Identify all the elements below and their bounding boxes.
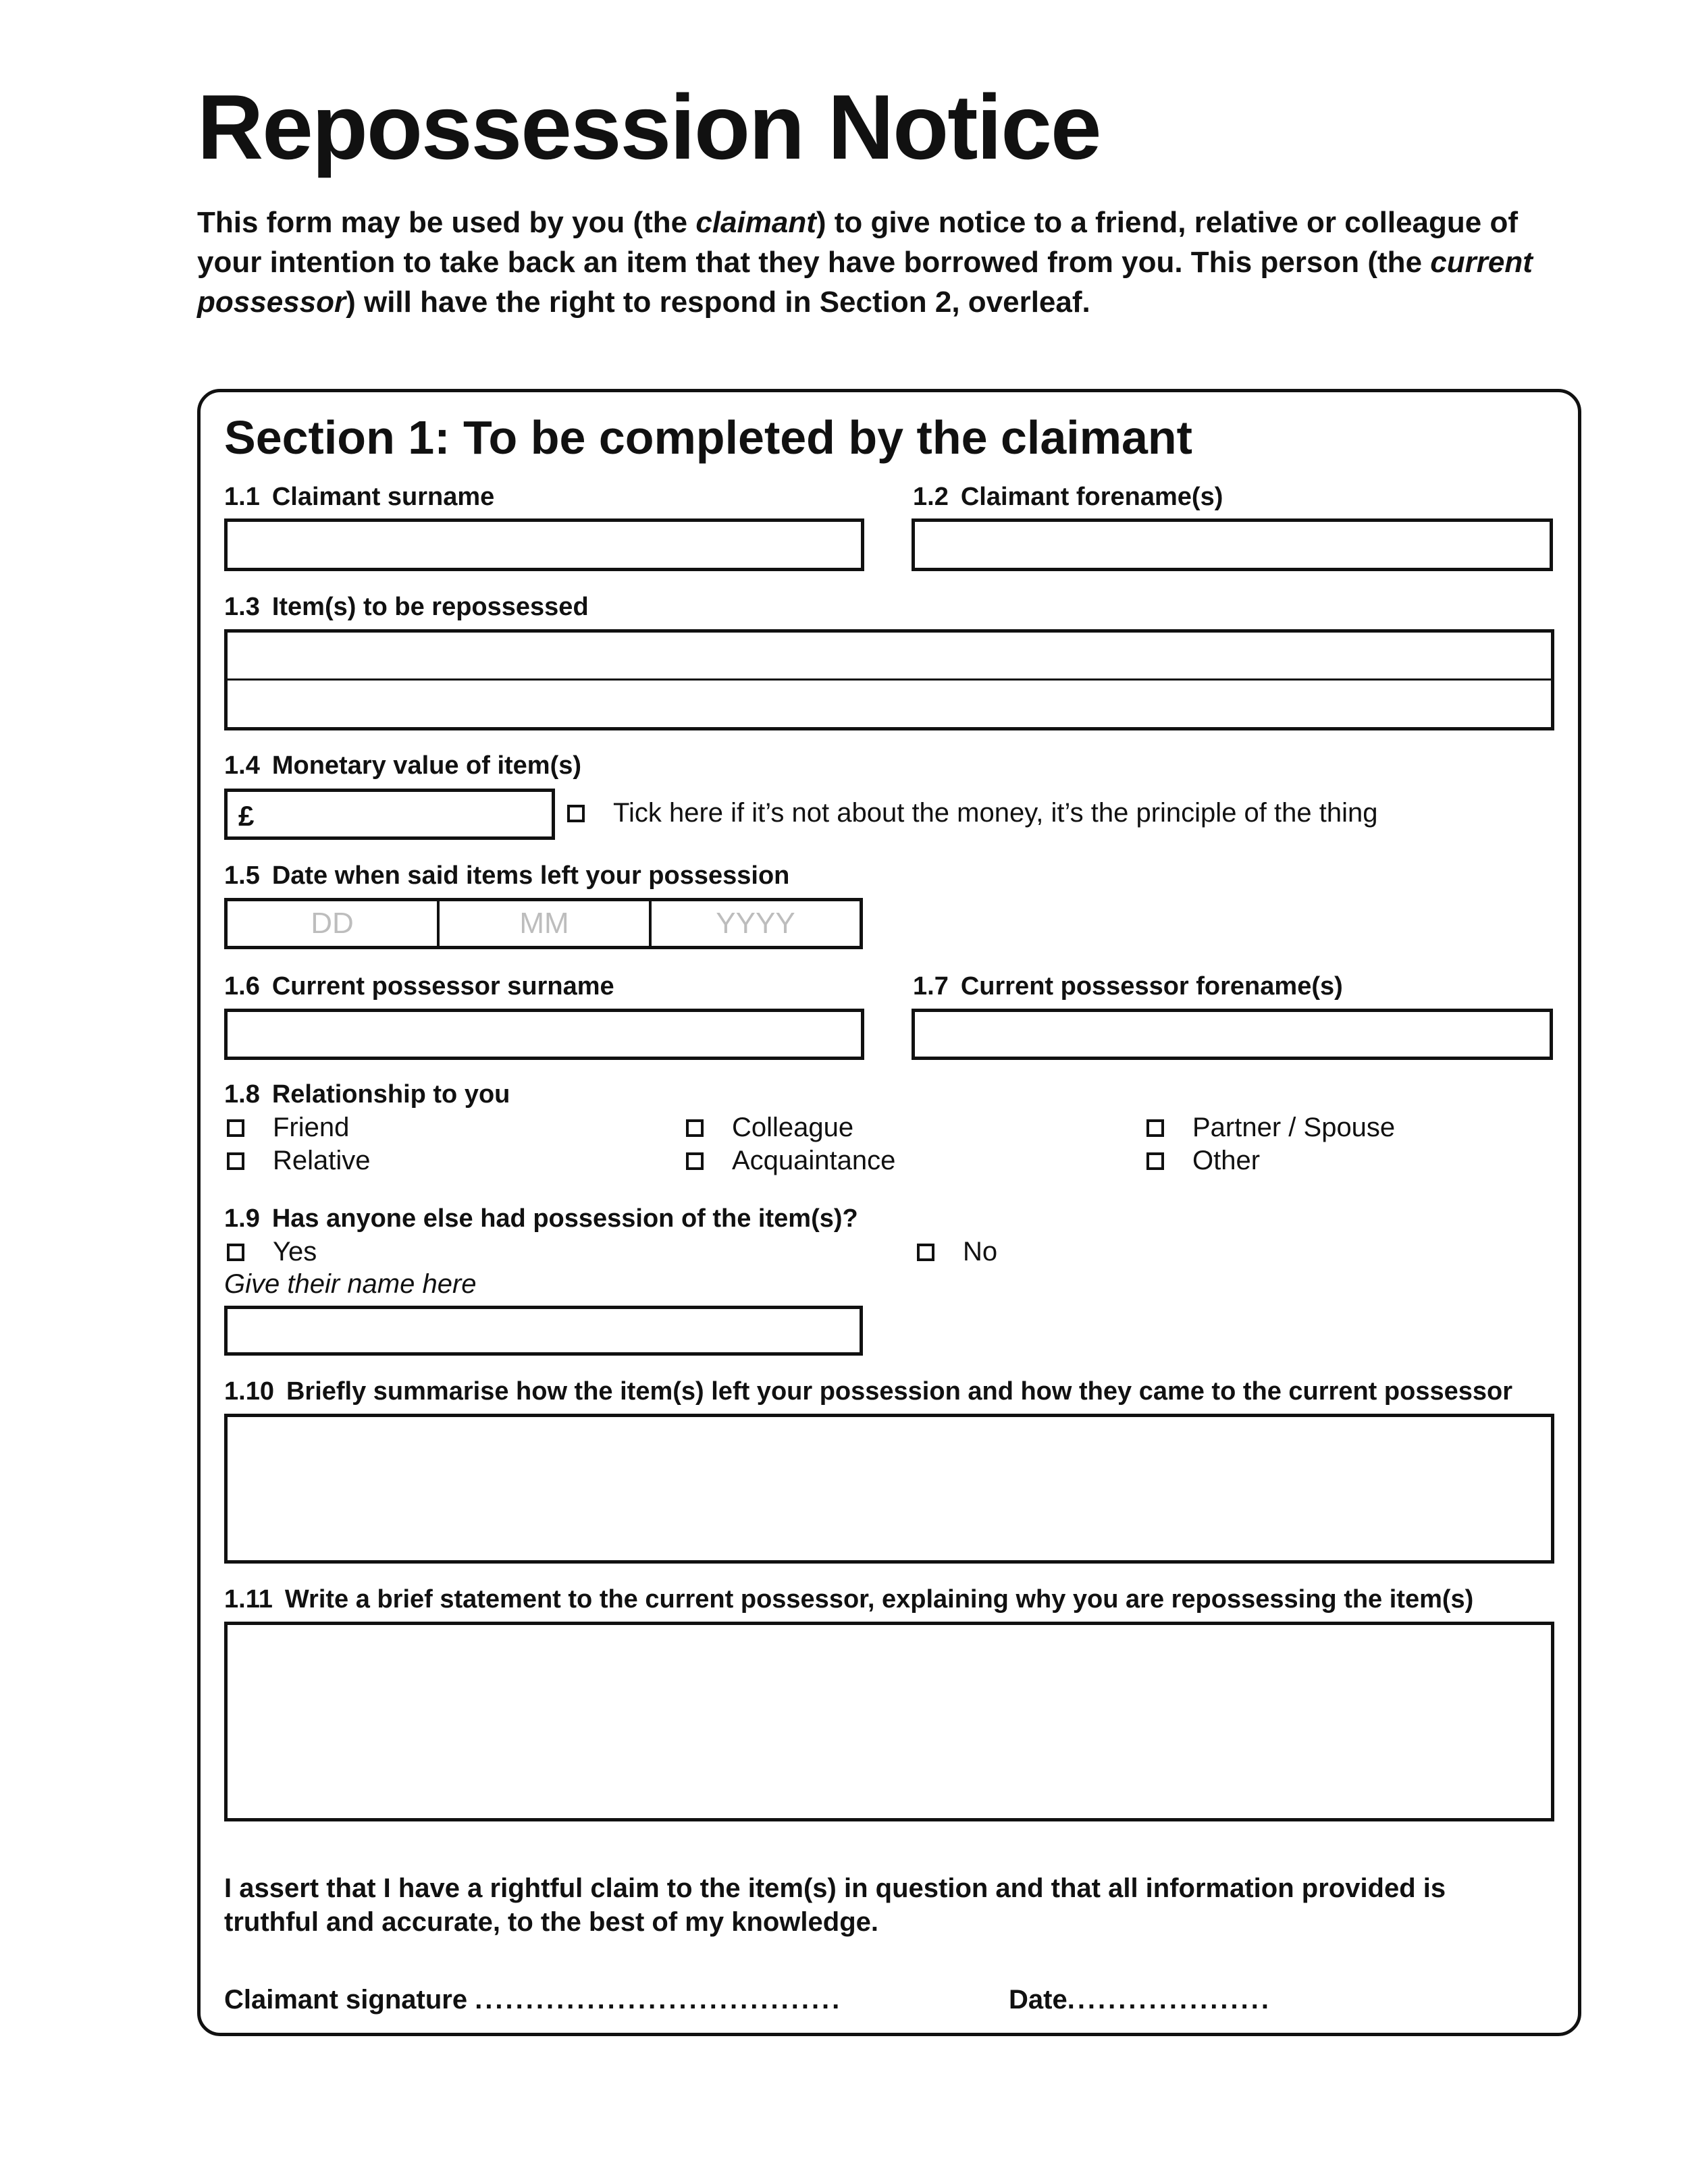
date-day-input[interactable]: DD [228, 901, 440, 946]
signature-dots: .................................... [475, 1985, 843, 2015]
label-items: 1.3 Item(s) to be repossessed [224, 593, 589, 621]
other-possessor-name-field[interactable] [224, 1306, 863, 1356]
other-possession-yes-checkbox[interactable] [227, 1244, 244, 1261]
label-possessor-forenames: 1.7 Current possessor forename(s) [913, 972, 1343, 1001]
label-other-possession: 1.9 Has anyone else had possession of the item(s)? [224, 1204, 858, 1233]
relationship-partner-label: Partner / Spouse [1192, 1113, 1396, 1142]
section-1-title: Section 1: To be completed by the claimant [224, 411, 1192, 464]
page-title: Repossession Notice [197, 76, 1101, 178]
other-possession-no-checkbox[interactable] [917, 1244, 934, 1261]
possessor-forenames-field[interactable] [912, 1009, 1553, 1060]
items-field-divider [228, 678, 1551, 681]
principle-label: Tick here if it’s not about the money, it’s the principle of the thing [613, 798, 1378, 828]
summary-field[interactable] [224, 1414, 1554, 1564]
label-claimant-surname: 1.1 Claimant surname [224, 483, 495, 511]
date-left-field [224, 898, 863, 949]
other-possession-yes-label: Yes [273, 1237, 317, 1267]
relationship-acquaintance-label: Acquaintance [732, 1146, 896, 1175]
claimant-forenames-field[interactable] [912, 518, 1553, 571]
relationship-other-label: Other [1192, 1146, 1261, 1175]
intro-text: This form may be used by you (the claimant) to give notice to a friend, relative or colleague of your intention to take back an item that they have borrowed from you. This person (the current possessor) will have the right to respond in Section 2, overleaf. [197, 206, 1533, 319]
assertion-text: I assert that I have a rightful claim to the item(s) in question and that all information provided is truthful and accurate, to the best of my knowledge. [224, 1873, 1446, 1937]
date-year-input[interactable]: YYYY [716, 907, 795, 940]
principle-checkbox[interactable] [567, 805, 585, 822]
label-possessor-surname: 1.6 Current possessor surname [224, 972, 614, 1001]
signature-label: Claimant signature [224, 1985, 468, 2015]
other-possession-no-label: No [963, 1237, 998, 1267]
relationship-friend-label: Friend [273, 1113, 350, 1142]
signature-line[interactable] [224, 1985, 842, 2015]
relationship-relative-label: Relative [273, 1146, 371, 1175]
label-date-left: 1.5 Date when said items left your possession [224, 861, 790, 890]
relationship-colleague-checkbox[interactable] [686, 1119, 704, 1137]
monetary-value-field[interactable] [224, 789, 555, 840]
relationship-relative-checkbox[interactable] [227, 1152, 244, 1170]
relationship-other-checkbox[interactable] [1146, 1152, 1164, 1170]
claimant-surname-field[interactable] [224, 518, 864, 571]
relationship-partner-checkbox[interactable] [1146, 1119, 1164, 1137]
label-statement: 1.11 Write a brief statement to the current possessor, explaining why you are repossessing the item(s) [224, 1585, 1474, 1614]
date-dots: .................... [1067, 1985, 1271, 2015]
relationship-friend-checkbox[interactable] [227, 1119, 244, 1137]
label-summary: 1.10 Briefly summarise how the item(s) left your possession and how they came to the current possessor [224, 1377, 1512, 1406]
label-relationship: 1.8 Relationship to you [224, 1080, 510, 1109]
label-monetary-value: 1.4 Monetary value of item(s) [224, 751, 582, 780]
relationship-colleague-label: Colleague [732, 1113, 854, 1142]
date-label: Date [1009, 1985, 1067, 2015]
name-hint: Give their name here [224, 1269, 477, 1299]
date-line[interactable] [1009, 1985, 1271, 2015]
date-month-input[interactable]: MM [440, 901, 652, 946]
label-claimant-forenames: 1.2 Claimant forename(s) [913, 483, 1223, 511]
relationship-acquaintance-checkbox[interactable] [686, 1152, 704, 1170]
statement-field[interactable] [224, 1622, 1554, 1821]
items-field[interactable] [224, 629, 1554, 730]
possessor-surname-field[interactable] [224, 1009, 864, 1060]
currency-symbol: £ [238, 800, 255, 832]
